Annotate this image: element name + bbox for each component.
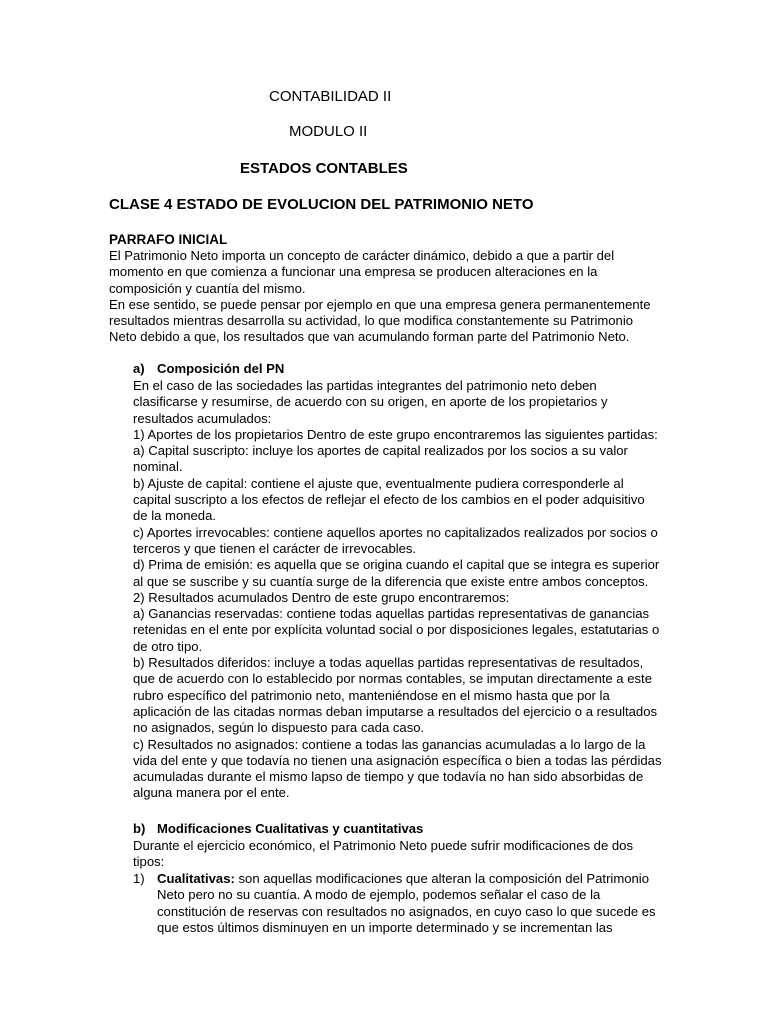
- section-a-line: b) Resultados diferidos: incluye a todas aquellas partidas representativas de resultados,: [133, 655, 644, 671]
- section-a-line: que de acuerdo con lo establecido por normas contables, se imputan directamente a este: [133, 671, 652, 687]
- section-a-line: al que se suscribe y su cuantía surge de la diferencia que existe entre ambos conceptos.: [133, 573, 649, 589]
- intro-line: composición y cuantía del mismo.: [109, 280, 306, 296]
- class-title: CLASE 4 ESTADO DE EVOLUCION DEL PATRIMONIO NETO: [109, 196, 534, 213]
- section-a-line: capital suscripto a los efectos de reflejar el efecto de los cambios en el poder adquisitivo: [133, 492, 645, 508]
- intro-paragraph: [109, 248, 669, 346]
- list-item-term: Cualitativas:: [157, 871, 235, 886]
- section-b-marker: b): [133, 821, 146, 836]
- section-a-line: a) Ganancias reservadas: contiene todas aquellas partidas representativas de ganancias: [133, 606, 650, 622]
- list-item-content: [157, 871, 656, 936]
- section-a-line: 2) Resultados acumulados Dentro de este grupo encontraremos:: [133, 589, 510, 605]
- section-a-line: acumuladas durante el mismo lapso de tiempo y que todavía no han sido absorbidas de: [133, 769, 644, 785]
- section-a-line: de la moneda.: [133, 508, 216, 524]
- list-item-line: Neto pero no su cuantía. A modo de ejemplo, podemos señalar el caso de la: [157, 887, 601, 903]
- intro-line: En ese sentido, se puede pensar por ejemplo en que una empresa genera permanentemente: [109, 296, 651, 312]
- section-a-line: vida del ente y que todavía no tienen una asignación específica o bien a todas las pérdidas: [133, 752, 662, 768]
- section-a-line: c) Aportes irrevocables: contiene aquellos aportes no capitalizados realizados por socios o: [133, 524, 658, 540]
- section-b-title: Modificaciones Cualitativas y cuantitativas: [157, 821, 424, 836]
- section-a-line: clasificarse y resumirse, de acuerdo con su origen, en aporte de los propietarios y: [133, 394, 608, 410]
- section-b-line: tipos:: [133, 854, 165, 870]
- section-a-paragraph: [133, 378, 673, 802]
- section-a-line: d) Prima de emisión: es aquella que se origina cuando el capital que se integra es superior: [133, 557, 660, 573]
- section-a-line: 1) Aportes de los propietarios Dentro de este grupo encontraremos las siguientes partidas:: [133, 426, 658, 442]
- course-title: CONTABILIDAD II: [269, 88, 392, 105]
- section-a-line: no asignados, según lo dispuesto para cada caso.: [133, 720, 425, 736]
- list-item-first-text: son aquellas modificaciones que alteran la composición del Patrimonio: [234, 871, 650, 886]
- section-a-line: c) Resultados no asignados: contiene a todas las ganancias acumuladas a lo largo de la: [133, 736, 646, 752]
- section-a-line: terceros y que tienen el carácter de irrevocables.: [133, 540, 417, 556]
- section-a-heading: [133, 361, 284, 377]
- intro-line: El Patrimonio Neto importa un concepto de carácter dinámico, debido a que a partir del: [109, 248, 615, 263]
- intro-line: momento en que comienza a funcionar una empresa se producen alteraciones en la: [109, 264, 598, 280]
- section-a-line: En el caso de las sociedades las partidas integrantes del patrimonio neto deben: [133, 378, 597, 393]
- unit-title: ESTADOS CONTABLES: [240, 160, 408, 177]
- section-a-marker: a): [133, 361, 145, 376]
- section-b-heading: [133, 821, 423, 837]
- list-item-line: constitución de reservas con resultados no asignados, en cuyo caso lo que sucede es: [157, 903, 656, 919]
- intro-line: resultados mientras desarrolla su actividad, lo que modifica constantemente su Patrimonio: [109, 313, 634, 329]
- list-item-marker: 1): [133, 871, 145, 886]
- section-a-title: Composición del PN: [157, 361, 285, 376]
- section-a-line: de otro tipo.: [133, 638, 203, 654]
- list-item-line: que estos últimos disminuyen en un importe determinado y se incrementan las: [157, 919, 613, 935]
- list-item-first-line: [157, 871, 656, 887]
- intro-line: Neto debido a que, los resultados que van acumulando forman parte del Patrimonio Neto.: [109, 329, 630, 345]
- section-a-line: alguna manera por el ente.: [133, 785, 290, 801]
- section-a-line: aplicación de las citadas normas deban imputarse a resultados del ejercicio o a resultados: [133, 703, 658, 719]
- section-a-line: retenidas en el ente por explícita voluntad social o por disposiciones legales, estatutarias o: [133, 622, 660, 638]
- module-title: MODULO II: [289, 123, 368, 140]
- list-item-lines: [157, 887, 656, 936]
- section-a-line: resultados acumulados:: [133, 410, 272, 426]
- section-a-line: nominal.: [133, 459, 183, 475]
- intro-title: PARRAFO INICIAL: [109, 232, 228, 247]
- section-b-paragraph: [133, 838, 673, 871]
- section-b-line: Durante el ejercicio económico, el Patrimonio Neto puede sufrir modificaciones de dos: [133, 838, 633, 853]
- section-a-line: b) Ajuste de capital: contiene el ajuste que, eventualmente pudiera corresponderle al: [133, 475, 624, 491]
- section-a-line: a) Capital suscripto: incluye los aportes de capital realizados por los socios a su valor: [133, 443, 628, 459]
- section-a-line: rubro específico del patrimonio neto, manteniéndose en el mismo hasta que por la: [133, 687, 610, 703]
